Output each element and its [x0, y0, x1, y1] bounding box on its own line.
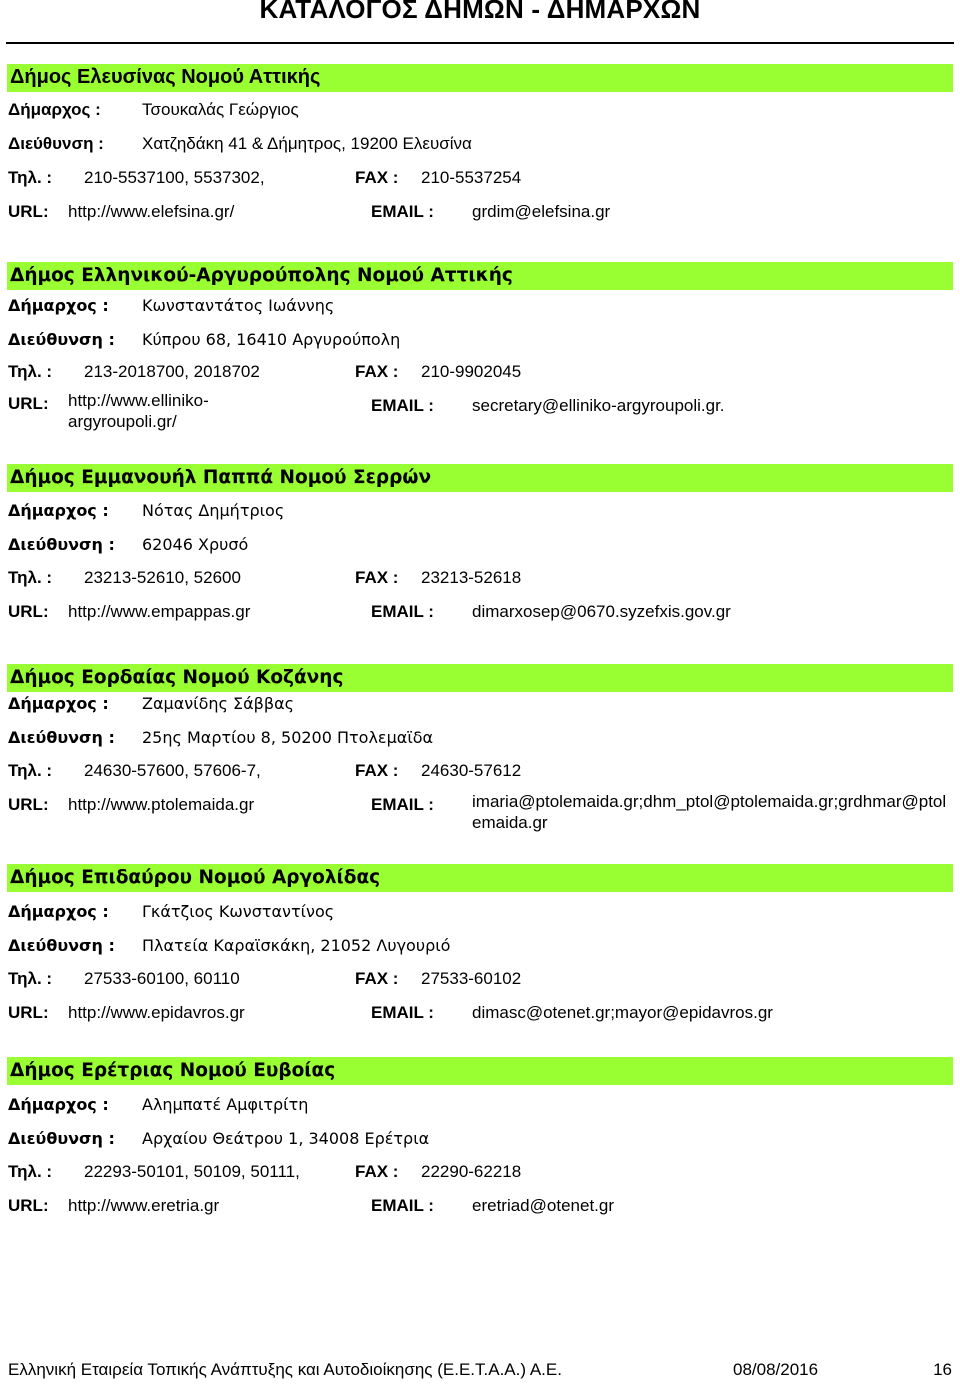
- url-label: URL:: [8, 202, 49, 221]
- fax-value: 27533-60102: [421, 969, 522, 988]
- email-label: EMAIL :: [371, 202, 434, 221]
- website-link[interactable]: http://www.elliniko-argyroupoli.gr/: [68, 391, 209, 431]
- email-label: EMAIL :: [371, 396, 434, 415]
- fax-value: 23213-52618: [421, 568, 522, 587]
- fax-label: FAX :: [355, 1162, 399, 1181]
- tel-label: Τηλ. :: [8, 969, 53, 988]
- address-label: Διεύθυνση :: [8, 936, 115, 955]
- mayor-name: Τσουκαλάς Γεώργιος: [142, 100, 299, 119]
- address-label: Διεύθυνση :: [8, 330, 115, 349]
- address-value: 62046 Χρυσό: [142, 535, 249, 554]
- mayor-name: Ζαμανίδης Σάββας: [142, 694, 295, 713]
- tel-label: Τηλ. :: [8, 1162, 53, 1181]
- website-link[interactable]: http://www.ptolemaida.gr: [68, 795, 255, 814]
- email-link[interactable]: eretriad@otenet.gr: [472, 1196, 615, 1215]
- fax-value: 210-5537254: [421, 168, 522, 187]
- email-label: EMAIL :: [371, 1196, 434, 1215]
- tel-label: Τηλ. :: [8, 168, 53, 187]
- email-link[interactable]: dimarxosep@0670.syzefxis.gov.gr: [472, 602, 731, 621]
- tel-label: Τηλ. :: [8, 362, 53, 381]
- municipality-name: Δήμος Ερέτριας Νομού Ευβοίας: [10, 1060, 336, 1081]
- address-value: 25ης Μαρτίου 8, 50200 Πτολεμαϊδα: [142, 728, 434, 747]
- mayor-label: Δήμαρχος :: [8, 694, 109, 713]
- fax-label: FAX :: [355, 969, 399, 988]
- url-label: URL:: [8, 1196, 49, 1215]
- page-number: 16: [933, 1360, 952, 1379]
- mayor-label: Δήμαρχος :: [8, 902, 109, 921]
- municipality-name: Δήμος Εμμανουήλ Παππά Νομού Σερρών: [10, 467, 432, 488]
- tel-value: 22293-50101, 50109, 50111,: [84, 1162, 300, 1181]
- fax-value: 210-9902045: [421, 362, 522, 381]
- website-link[interactable]: http://www.empappas.gr: [68, 602, 251, 621]
- address-value: Κύπρου 68, 16410 Αργυρούπολη: [142, 330, 401, 349]
- fax-label: FAX :: [355, 362, 399, 381]
- tel-value: 210-5537100, 5537302,: [84, 168, 265, 187]
- mayor-name: Γκάτζιος Κωνσταντίνος: [142, 902, 335, 921]
- address-value: Πλατεία Καραϊσκάκη, 21052 Λυγουριό: [142, 936, 451, 955]
- footer-organization: Ελληνική Εταιρεία Τοπικής Ανάπτυξης και Αυτοδιοίκησης (Ε.Ε.Τ.Α.Α.) Α.Ε.: [8, 1360, 562, 1379]
- email-label: EMAIL :: [371, 1003, 434, 1022]
- website-link[interactable]: http://www.elefsina.gr/: [68, 202, 235, 221]
- mayor-label: Δήμαρχος :: [8, 100, 101, 119]
- mayor-name: Κωνσταντάτος Ιωάννης: [142, 296, 335, 315]
- title-divider: [6, 42, 954, 44]
- mayor-label: Δήμαρχος :: [8, 296, 109, 315]
- email-link[interactable]: grdim@elefsina.gr: [472, 202, 611, 221]
- tel-value: 24630-57600, 57606-7,: [84, 761, 261, 780]
- email-label: EMAIL :: [371, 602, 434, 621]
- footer-date: 08/08/2016: [733, 1360, 819, 1379]
- email-link[interactable]: dimasc@otenet.gr;mayor@epidavros.gr: [472, 1003, 773, 1022]
- email-link[interactable]: secretary@elliniko-argyroupoli.gr.: [472, 396, 725, 415]
- email-label: EMAIL :: [371, 795, 434, 814]
- fax-label: FAX :: [355, 761, 399, 780]
- address-label: Διεύθυνση :: [8, 1129, 115, 1148]
- document-title: ΚΑΤΑΛΟΓΟΣ ΔΗΜΩΝ - ΔΗΜΑΡΧΩΝ: [259, 0, 701, 24]
- municipality-name: Δήμος Ελευσίνας Νομού Αττικής: [10, 66, 321, 88]
- municipality-name: Δήμος Ελληνικού-Αργυρούπολης Νομού Αττικής: [10, 265, 513, 286]
- municipality-name: Δήμος Εορδαίας Νομού Κοζάνης: [10, 667, 344, 688]
- tel-value: 27533-60100, 60110: [84, 969, 240, 988]
- website-link[interactable]: http://www.eretria.gr: [68, 1196, 220, 1215]
- fax-label: FAX :: [355, 168, 399, 187]
- page-footer: [8, 1360, 952, 1384]
- mayor-label: Δήμαρχος :: [8, 1095, 109, 1114]
- mayor-name: Αλημπατέ Αμφιτρίτη: [142, 1095, 309, 1114]
- address-label: Διεύθυνση :: [8, 535, 115, 554]
- url-label: URL:: [8, 394, 49, 413]
- tel-value: 23213-52610, 52600: [84, 568, 241, 587]
- email-link[interactable]: imaria@ptolemaida.gr;dhm_ptol@ptolemaida.gr;grdhmar@ptolemaida.gr: [472, 792, 947, 832]
- url-label: URL:: [8, 602, 49, 621]
- url-label: URL:: [8, 795, 49, 814]
- url-label: URL:: [8, 1003, 49, 1022]
- municipality-name: Δήμος Επιδαύρου Νομού Αργολίδας: [10, 867, 381, 888]
- tel-label: Τηλ. :: [8, 761, 53, 780]
- tel-value: 213-2018700, 2018702: [84, 362, 260, 381]
- address-value: Αρχαίου Θεάτρου 1, 34008 Ερέτρια: [142, 1129, 430, 1148]
- website-link[interactable]: http://www.epidavros.gr: [68, 1003, 245, 1022]
- address-label: Διεύθυνση :: [8, 134, 104, 153]
- address-value: Χατζηδάκη 41 & Δήμητρος, 19200 Ελευσίνα: [142, 134, 472, 153]
- address-label: Διεύθυνση :: [8, 728, 115, 747]
- tel-label: Τηλ. :: [8, 568, 53, 587]
- fax-value: 22290-62218: [421, 1162, 522, 1181]
- fax-label: FAX :: [355, 568, 399, 587]
- fax-value: 24630-57612: [421, 761, 522, 780]
- mayor-name: Νότας Δημήτριος: [142, 501, 285, 520]
- mayor-label: Δήμαρχος :: [8, 501, 109, 520]
